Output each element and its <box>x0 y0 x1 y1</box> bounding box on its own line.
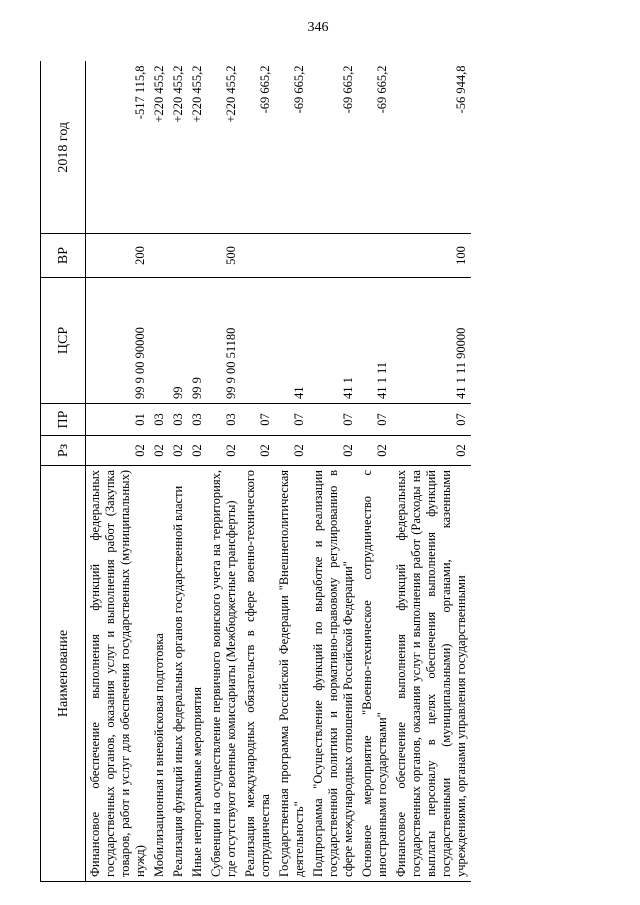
row-name: Основное мероприятие "Военно-техническое сотрудничество с иностранными государствами" <box>358 466 392 882</box>
row-value: -69 665,2 <box>258 65 272 114</box>
row-rz: 02 <box>241 436 275 466</box>
row-csr: 99 9 00 90000 <box>86 278 151 404</box>
row-pr: 07 <box>309 404 358 436</box>
row-csr: 99 9 00 51180 <box>207 278 241 404</box>
row-vr <box>188 234 207 278</box>
row-pr: 03 <box>169 404 188 436</box>
row-name: Реализация международных обязательств в сфере военно-технического сотрудничества <box>241 466 275 882</box>
row-vr: 500 <box>207 234 241 278</box>
row-vr: 200 <box>86 234 151 278</box>
row-rz: 02 <box>188 436 207 466</box>
row-name: Государственная программа Российской Федерации "Внешнеполитическая деятельность" <box>275 466 309 882</box>
row-value: +220 455,2 <box>190 65 204 123</box>
row-rz: 02 <box>169 436 188 466</box>
row-rz: 02 <box>309 436 358 466</box>
row-csr: 41 1 11 <box>358 278 392 404</box>
row-csr <box>150 278 169 404</box>
table-body <box>86 62 472 882</box>
table-row <box>150 62 169 882</box>
row-csr: 41 1 <box>309 278 358 404</box>
row-value: -517 115,8 <box>133 65 147 120</box>
row-pr: 07 <box>275 404 309 436</box>
table-row <box>275 62 309 882</box>
row-csr: 41 1 11 90000 <box>392 278 471 404</box>
row-vr <box>150 234 169 278</box>
row-rz: 02 <box>275 436 309 466</box>
row-pr: 03 <box>150 404 169 436</box>
row-rz: 02 <box>358 436 392 466</box>
row-vr <box>241 234 275 278</box>
row-pr: 07 <box>358 404 392 436</box>
table-row <box>169 62 188 882</box>
row-name: Иные непрограммные мероприятия <box>188 466 207 882</box>
row-csr: 99 9 <box>188 278 207 404</box>
row-value: +220 455,2 <box>171 65 185 123</box>
row-name: Подпрограмма "Осуществление функций по выработке и реализации государственной политики и нормативно-правовому регулированию в сфере международных отношений Российской Федерации" <box>309 466 358 882</box>
row-vr <box>358 234 392 278</box>
row-pr: 03 <box>207 404 241 436</box>
row-rz: 02 <box>392 436 471 466</box>
row-value: -56 944,8 <box>454 65 468 114</box>
table-row <box>309 62 358 882</box>
header-name: Наименование <box>41 466 86 882</box>
header-pr: ПР <box>41 404 86 436</box>
row-name: Реализация функций иных федеральных органов государственной власти <box>169 466 188 882</box>
page-number: 346 <box>307 20 329 35</box>
header-rz: Рз <box>41 436 86 466</box>
header-year: 2018 год <box>41 62 86 234</box>
row-name: Субвенции на осуществление первичного воинского учета на территориях, где отсутствуют военные комиссариаты (Межбюджетные трансферты) <box>207 466 241 882</box>
header-csr: ЦСР <box>41 278 86 404</box>
row-name: Финансовое обеспечение выполнения функций федеральных государственных органов, оказания услуг и выполнения работ (Расходы на выплаты персоналу в целях обеспечения выполнения функций государственными (муниципальными) органами, казенными учреждениями, органами управления государственными <box>392 466 471 882</box>
row-value: -69 665,2 <box>375 65 389 114</box>
row-vr: 100 <box>392 234 471 278</box>
table-row <box>86 62 151 882</box>
row-name: Финансовое обеспечение выполнения функций федеральных государственных органов, оказания услуг и выполнения работ (Закупка товаров, работ и услуг для обеспечения государственных (муниципальных) нужд) <box>86 466 151 882</box>
row-pr: 03 <box>188 404 207 436</box>
row-vr <box>169 234 188 278</box>
row-rz: 02 <box>207 436 241 466</box>
row-csr: 99 <box>169 278 188 404</box>
row-csr: 41 <box>275 278 309 404</box>
rotated-table-container <box>40 62 630 882</box>
table-row <box>392 62 471 882</box>
row-csr <box>241 278 275 404</box>
budget-table <box>40 62 471 883</box>
row-vr <box>275 234 309 278</box>
table-row <box>207 62 241 882</box>
row-rz: 02 <box>150 436 169 466</box>
row-value: -69 665,2 <box>292 65 306 114</box>
table-row <box>241 62 275 882</box>
table-row <box>358 62 392 882</box>
row-pr: 07 <box>241 404 275 436</box>
header-vr: ВР <box>41 234 86 278</box>
row-value: +220 455,2 <box>224 65 238 123</box>
row-rz: 02 <box>86 436 151 466</box>
table-header-row <box>41 62 86 882</box>
row-pr: 01 <box>86 404 151 436</box>
row-value: -69 665,2 <box>341 65 355 114</box>
row-vr <box>309 234 358 278</box>
table-row <box>188 62 207 882</box>
row-value: +220 455,2 <box>152 65 166 123</box>
row-name: Мобилизационная и вневойсковая подготовка <box>150 466 169 882</box>
row-pr: 07 <box>392 404 471 436</box>
